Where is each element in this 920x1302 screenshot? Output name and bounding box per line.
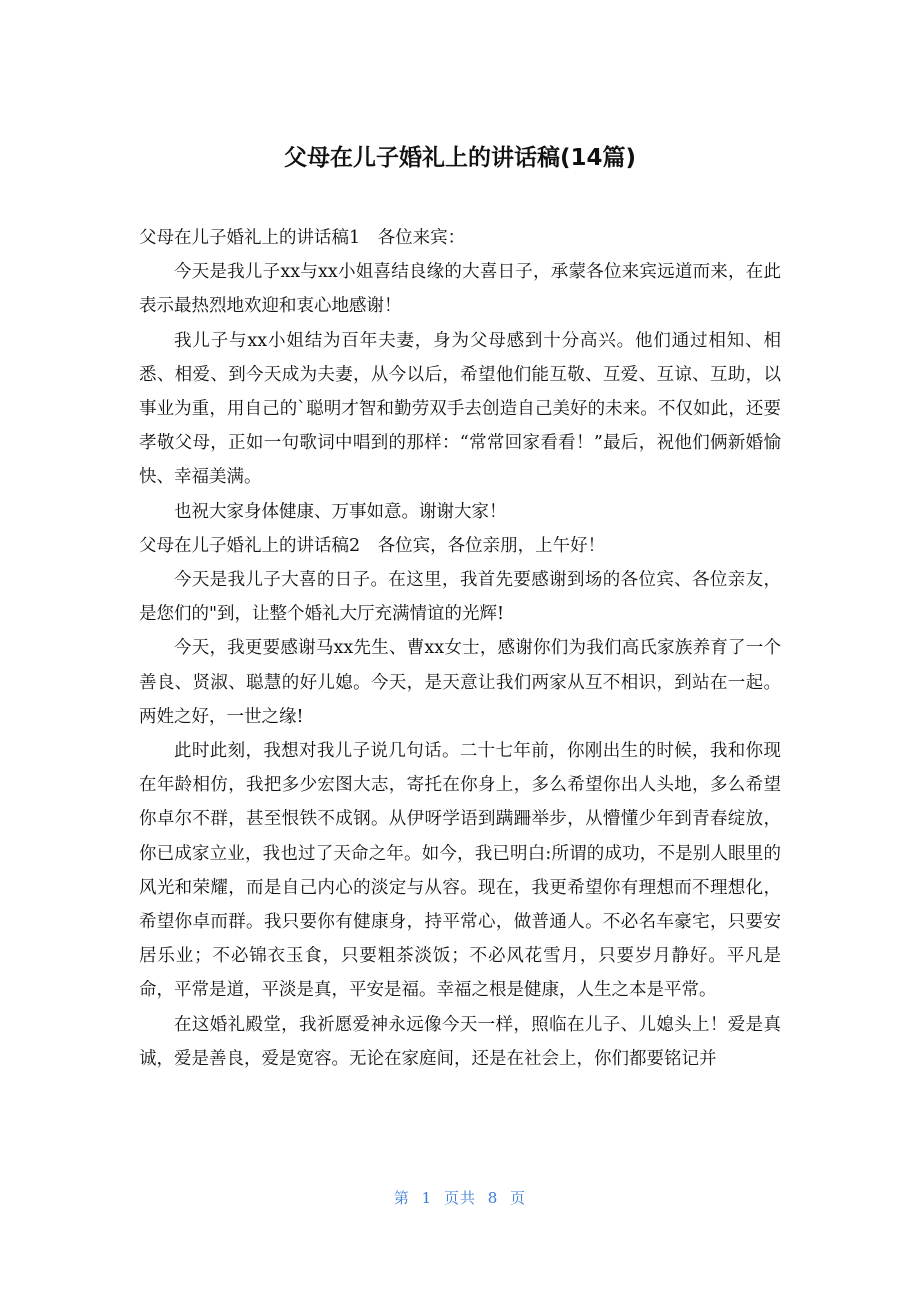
page-label-middle: 页共 xyxy=(443,1189,476,1207)
total-pages-number: 8 xyxy=(487,1189,499,1207)
paragraph: 此时此刻，我想对我儿子说几句话。二十七年前，你刚出生的时候，我和你现在年龄相仿，我把多少宏图大志，寄托在你身上，多么希望你出人头地，多么希望你卓尔不群，甚至恨铁不成钢。从伊呀学语到蹒跚举步，从懵懂少年到青春绽放，你已成家立业，我也过了天命之年。如今，我已明白:所谓的成功，不是别人眼里的风光和荣耀，而是自己内心的淡定与从容。现在，我更希望你有理想而不理想化，希望你卓而群。我只要你有健康身，持平常心，做普通人。不必名车豪宅，只要安居乐业；不必锦衣玉食，只要粗茶淡饭；不必风花雪月，只要岁月静好。平凡是命，平常是道，平淡是真，平安是福。幸福之根是健康，人生之本是平常。 xyxy=(139,741,781,1001)
current-page-number: 1 xyxy=(421,1189,433,1207)
page-footer xyxy=(0,1184,920,1212)
page-label-prefix: 第 xyxy=(393,1189,410,1207)
section-heading-2: 父母在儿子婚礼上的讲话稿2 各位宾，各位亲朋，上午好！ xyxy=(139,535,606,556)
page-label-suffix: 页 xyxy=(510,1189,527,1207)
paragraph: 我儿子与xx小姐结为百年夫妻，身为父母感到十分高兴。他们通过相知、相悉、相爱、到今天成为夫妻，从今以后，希望他们能互敬、互爱、互谅、互助，以事业为重，用自己的`聪明才智和勤劳双手去创造自己美好的未来。不仅如此，还要孝敬父母，正如一句歌词中唱到的那样：“常常回家看看！”最后，祝他们俩新婚愉快、幸福美满。 xyxy=(139,330,781,488)
paragraph: 今天，我更要感谢马xx先生、曹xx女士，感谢你们为我们高氏家族养育了一个善良、贤淑、聪慧的好儿媳。今天，是天意让我们两家从互不相识，到站在一起。两姓之好，一世之缘! xyxy=(139,638,781,727)
paragraph: 在这婚礼殿堂，我祈愿爱神永远像今天一样，照临在儿子、儿媳头上！爱是真诚，爱是善良，爱是宽容。无论在家庭间，还是在社会上，你们都要铭记并 xyxy=(139,1014,781,1069)
paragraph: 也祝大家身体健康、万事如意。谢谢大家！ xyxy=(174,501,507,522)
document-body xyxy=(139,221,781,1076)
section-heading-1: 父母在儿子婚礼上的讲话稿1 各位来宾： xyxy=(139,228,466,248)
paragraph: 今天是我儿子大喜的日子。在这里，我首先要感谢到场的各位宾、各位亲友，是您们的"到，让整个婚礼大厅充满情谊的光辉! xyxy=(139,570,781,625)
document-title: 父母在儿子婚礼上的讲话稿(14篇) xyxy=(283,145,637,171)
paragraph: 今天是我儿子xx与xx小姐喜结良缘的大喜日子，承蒙各位来宾远道而来，在此表示最热烈地欢迎和衷心地感谢！ xyxy=(139,262,781,317)
